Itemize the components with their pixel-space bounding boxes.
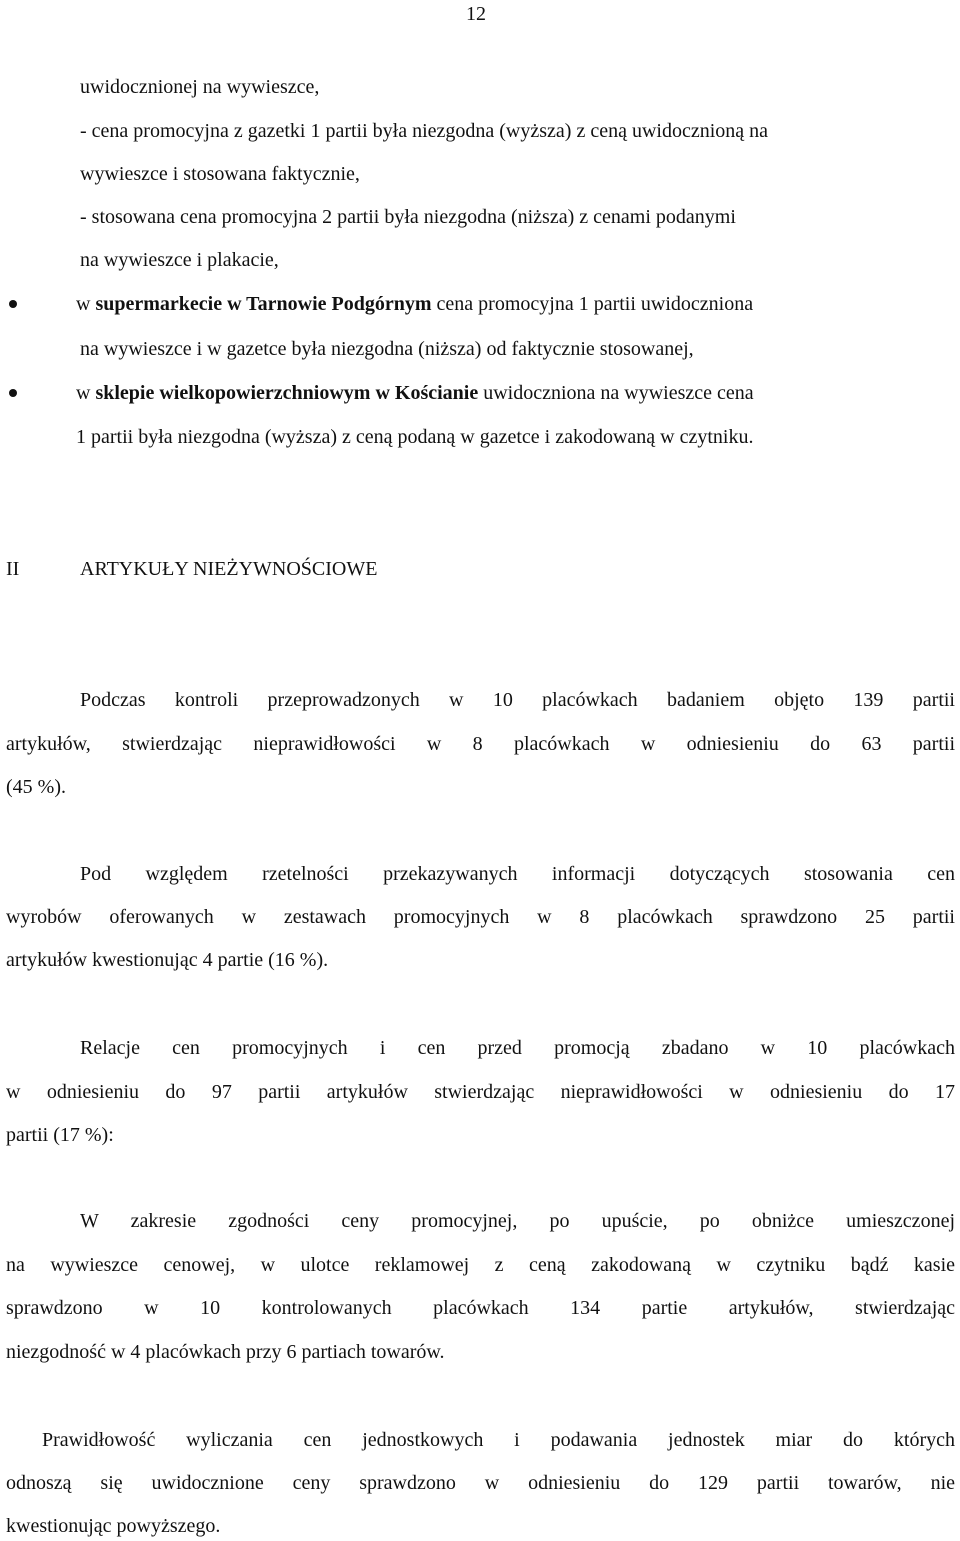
- list-line: na wywieszce i plakacie,: [80, 249, 279, 271]
- bullet-text: uwidoczniona na wywieszce cena: [478, 382, 754, 404]
- paragraph-line: partii (17 %):: [6, 1124, 114, 1146]
- paragraph-line: artykułów, stwierdzając nieprawidłowości w 8 placówkach w odniesieniu do 63 partii: [6, 733, 955, 755]
- paragraph-line: (45 %).: [6, 776, 66, 798]
- paragraph-line: Prawidłowość wyliczania cen jednostkowych i podawania jednostek miar do których: [42, 1429, 955, 1451]
- paragraph-line: sprawdzono w 10 kontrolowanych placówkach 134 partie artykułów, stwierdzając: [6, 1297, 955, 1319]
- paragraph-line: na wywieszce cenowej, w ulotce reklamowej z ceną zakodowaną w czytniku bądź kasie: [6, 1254, 955, 1276]
- paragraph-line: odnoszą się uwidocznione ceny sprawdzono w odniesieniu do 129 partii towarów, nie: [6, 1472, 955, 1494]
- bullet-text: w: [76, 293, 96, 315]
- paragraph-line: W zakresie zgodności ceny promocyjnej, po upuście, po obniżce umieszczonej: [80, 1210, 955, 1232]
- paragraph-line: wyrobów oferowanych w zestawach promocyjnych w 8 placówkach sprawdzono 25 partii: [6, 906, 955, 928]
- bullet-icon: [9, 389, 17, 397]
- list-line: wywieszce i stosowana faktycznie,: [80, 163, 360, 185]
- bullet-icon: [9, 300, 17, 308]
- bullet-item: [76, 292, 753, 316]
- paragraph-line: Relacje cen promocyjnych i cen przed promocją zbadano w 10 placówkach: [80, 1037, 955, 1059]
- page-number: 12: [466, 3, 486, 25]
- paragraph-line: w odniesieniu do 97 partii artykułów stwierdzając nieprawidłowości w odniesieniu do 17: [6, 1081, 955, 1103]
- bullet-text: w: [76, 382, 96, 404]
- bullet-item: [76, 381, 754, 405]
- bullet-bold-text: supermarkecie w Tarnowie Podgórnym: [95, 293, 432, 315]
- section-title: ARTYKUŁY NIEŻYWNOŚCIOWE: [80, 558, 378, 580]
- list-line: uwidocznionej na wywieszce,: [80, 76, 320, 98]
- bullet-bold-text: sklepie wielkopowierzchniowym w Kościanie: [95, 382, 479, 404]
- paragraph-line: Pod względem rzetelności przekazywanych informacji dotyczących stosowania cen: [80, 863, 955, 885]
- bullet-continuation: 1 partii była niezgodna (wyższa) z ceną podaną w gazetce i zakodowaną w czytniku.: [76, 426, 754, 448]
- paragraph-line: artykułów kwestionując 4 partie (16 %).: [6, 949, 329, 971]
- paragraph-line: Podczas kontroli przeprowadzonych w 10 placówkach badaniem objęto 139 partii: [80, 689, 955, 711]
- list-line: - stosowana cena promocyjna 2 partii była niezgodna (niższa) z cenami podanymi: [80, 206, 736, 228]
- bullet-continuation: na wywieszce i w gazetce była niezgodna (niższa) od faktycznie stosowanej,: [80, 338, 694, 360]
- paragraph-line: niezgodność w 4 placówkach przy 6 partiach towarów.: [6, 1341, 445, 1363]
- list-line: - cena promocyjna z gazetki 1 partii była niezgodna (wyższa) z ceną uwidocznioną na: [80, 120, 769, 142]
- bullet-text: cena promocyjna 1 partii uwidoczniona: [431, 293, 754, 315]
- section-number: II: [6, 558, 20, 580]
- paragraph-line: kwestionując powyższego.: [6, 1515, 221, 1537]
